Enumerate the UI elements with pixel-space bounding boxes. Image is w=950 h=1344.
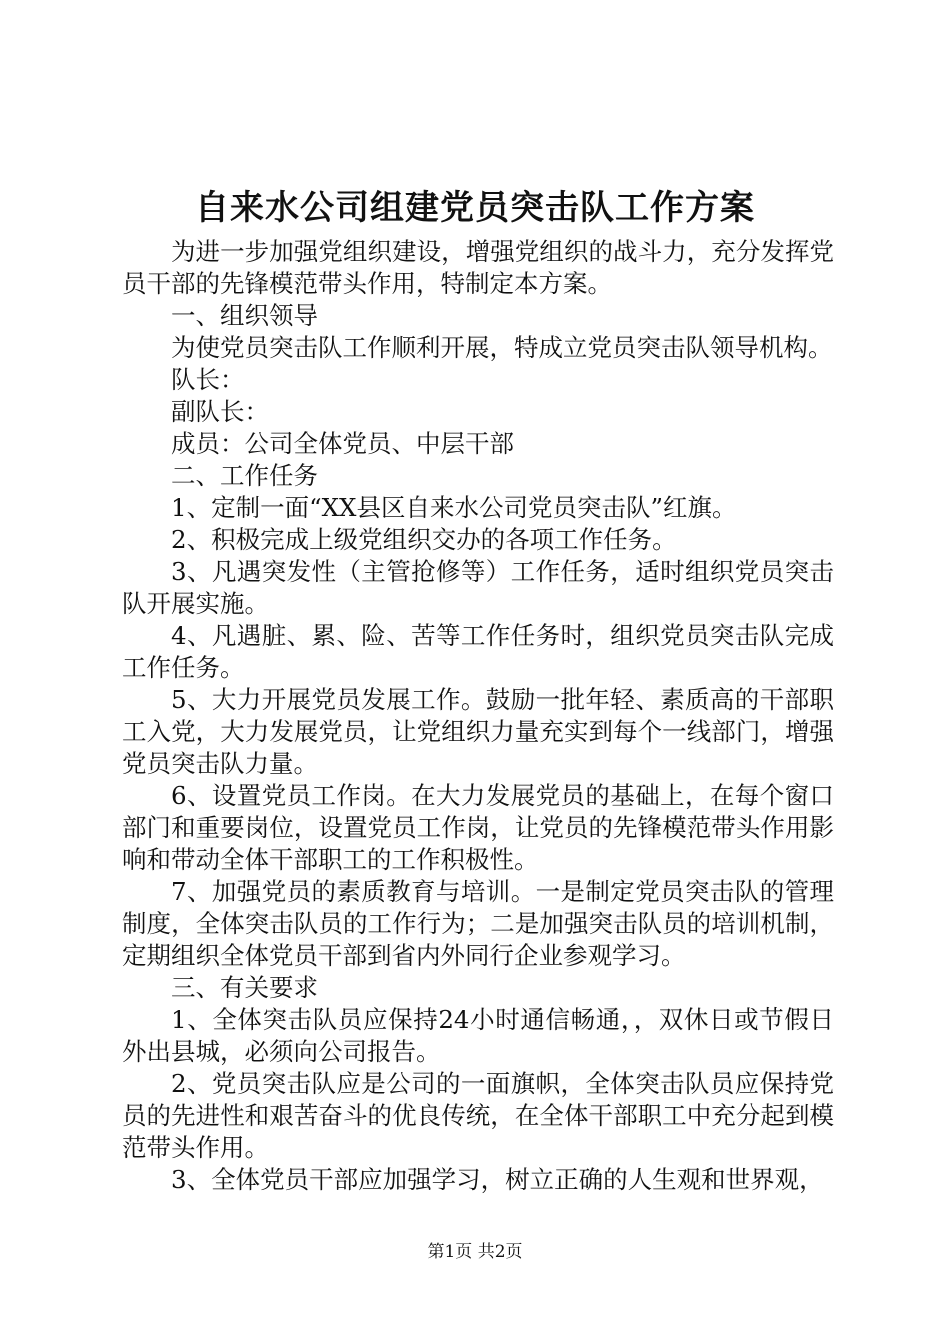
task-item-7: 7、加强党员的素质教育与培训。一是制定党员突击队的管理制度，全体突击队员的工作行为；二是加强突击队员的培训机制，定期组织全体党员干部到省内外同行企业参观学习。: [122, 877, 834, 970]
paragraph-intro: 为进一步加强党组织建设，增强党组织的战斗力，充分发挥党员干部的先锋模范带头作用，特制定本方案。: [122, 237, 834, 298]
section-heading-tasks: 二、工作任务: [171, 461, 318, 490]
paragraph-captain: 队长：: [171, 365, 245, 394]
requirement-item-1: 1、全体突击队员应保持24小时通信畅通，，双休日或节假日外出县城，必须向公司报告。: [122, 1005, 834, 1066]
paragraph-vice-captain: 副队长：: [171, 397, 269, 426]
document-title: 自来水公司组建党员突击队工作方案: [195, 188, 755, 228]
requirement-item-2: 2、党员突击队应是公司的一面旗帜，全体突击队员应保持党员的先进性和艰苦奋斗的优良传统，在全体干部职工中充分起到模范带头作用。: [122, 1069, 834, 1162]
document-body: [122, 236, 834, 1196]
task-item-1: 1、定制一面“XX县区自来水公司党员突击队”红旗。: [171, 493, 737, 522]
requirement-item-3: 3、全体党员干部应加强学习，树立正确的人生观和世界观，: [171, 1165, 824, 1194]
section-heading-requirements: 三、有关要求: [171, 973, 318, 1002]
task-item-2: 2、积极完成上级党组织交办的各项工作任务。: [171, 525, 677, 554]
paragraph-members: 成员：公司全体党员、中层干部: [171, 429, 514, 458]
task-item-6: 6、设置党员工作岗。在大力发展党员的基础上，在每个窗口部门和重要岗位，设置党员工作岗，让党员的先锋模范带头作用影响和带动全体干部职工的工作积极性。: [122, 781, 834, 874]
task-item-5: 5、大力开展党员发展工作。鼓励一批年轻、素质高的干部职工入党，大力发展党员，让党组织力量充实到每个一线部门，增强党员突击队力量。: [122, 685, 834, 778]
paragraph-organization: 为使党员突击队工作顺利开展，特成立党员突击队领导机构。: [171, 333, 833, 362]
section-heading-organization: 一、组织领导: [171, 301, 318, 330]
page-footer: 第1页 共2页: [427, 1242, 523, 1262]
task-item-4: 4、凡遇脏、累、险、苦等工作任务时，组织党员突击队完成工作任务。: [122, 621, 834, 682]
task-item-3: 3、凡遇突发性（主管抢修等）工作任务，适时组织党员突击队开展实施。: [122, 557, 834, 618]
